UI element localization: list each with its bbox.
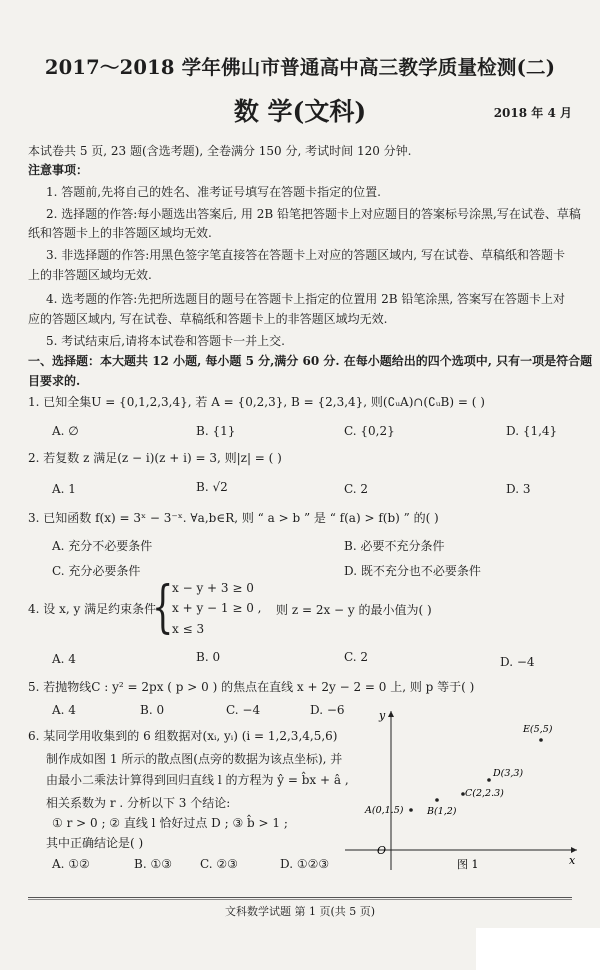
note-2-cont: 纸和答题卡上的非答题区域均无效. xyxy=(28,226,212,240)
exam-title: 2017～2018 学年佛山市普通高中高三教学质量检测(二) xyxy=(44,56,556,79)
q1-stem: 1. 已知全集U = {0,1,2,3,4}, 若 A = {0,2,3}, B = {2,3,4}, 则(∁ᵤA)∩(∁ᵤB) = ( ) xyxy=(28,395,485,409)
q5-option-d: D. −6 xyxy=(310,703,345,717)
q4-constraint-1: x − y + 3 ≥ 0 xyxy=(172,581,254,595)
q2-option-a: A. 1 xyxy=(52,482,76,496)
q4-brace: { xyxy=(152,575,174,640)
exam-date: 2018 年 4 月 xyxy=(493,106,572,120)
q6-option-d: D. ①②③ xyxy=(280,857,330,871)
q6-line-4: 相关系数为 r . 分析以下 3 个结论: xyxy=(46,796,231,810)
figure-caption: 图 1 xyxy=(457,858,479,871)
q4-stem-prefix: 4. 设 x, y 满足约束条件 xyxy=(28,602,157,616)
q1-option-c: C. {0,2} xyxy=(344,424,395,438)
q2-option-d: D. 3 xyxy=(506,482,531,496)
intro-line: 本试卷共 5 页, 23 题(含选考题), 全卷满分 150 分, 考试时间 120 分钟. xyxy=(28,144,412,158)
q6-line-6: 其中正确结论是( ) xyxy=(46,836,144,850)
page-footer: 文科数学试题 第 1 页(共 5 页) xyxy=(224,905,376,918)
q2-stem: 2. 若复数 z 满足(z − i)(z + i) = 3, 则|z| = ( ) xyxy=(28,451,282,465)
corner-patch xyxy=(476,928,600,970)
q6-option-a: A. ①② xyxy=(52,857,90,871)
note-2: 2. 选择题的作答:每小题选出答案后, 用 2B 铅笔把答题卡上对应题目的答案标号涂黑,写在试卷、草稿 xyxy=(46,207,581,221)
y-axis-label: y xyxy=(379,709,386,722)
q3-option-b: B. 必要不充分条件 xyxy=(344,539,445,553)
q5-option-a: A. 4 xyxy=(52,703,76,717)
note-4: 4. 选考题的作答:先把所选题目的题号在答题卡上指定的位置用 2B 铅笔涂黑, 答案写在答题卡上对 xyxy=(46,292,566,306)
q3-option-a: A. 充分不必要条件 xyxy=(52,539,153,553)
x-axis-arrow xyxy=(571,847,577,853)
scatter-point-label: C(2,2.3) xyxy=(465,788,504,799)
q3-option-d: D. 既不充分也不必要条件 xyxy=(344,564,481,578)
q4-option-d: D. −4 xyxy=(500,655,535,669)
q6-line-3: 由最小二乘法计算得到回归直线 l 的方程为 ŷ = b̂x + â , xyxy=(46,773,349,787)
origin-label: O xyxy=(377,844,387,857)
note-3-cont: 上的非答题区域均无效. xyxy=(28,268,152,282)
q3-option-c: C. 充分必要条件 xyxy=(52,564,141,578)
q4-option-b: B. 0 xyxy=(196,650,221,664)
q6-option-c: C. ②③ xyxy=(200,857,238,871)
note-5: 5. 考试结束后,请将本试卷和答题卡一并上交. xyxy=(46,334,285,348)
scatter-plot-figure xyxy=(345,705,585,875)
q6-line-5: ① r > 0 ; ② 直线 l 恰好过点 D ; ③ b̂ > 1 ; xyxy=(52,816,288,830)
section-heading-line1: 本大题共 12 小题, 每小题 5 分,满分 60 分. 在每小题给出的四个选项中, 只有一项是符合题 xyxy=(100,354,593,368)
q6-line-1: 6. 某同学用收集到的 6 组数据对(xᵢ, yᵢ) (i = 1,2,3,4,5,6) xyxy=(28,729,338,743)
q5-option-b: B. 0 xyxy=(140,703,165,717)
q4-stem-suffix: 则 z = 2x − y 的最小值为( ) xyxy=(276,603,432,617)
footer-rule xyxy=(28,897,572,898)
q4-constraint-2: x + y − 1 ≥ 0 , xyxy=(172,601,262,615)
q1-option-a: A. ∅ xyxy=(52,424,79,438)
q5-option-c: C. −4 xyxy=(226,703,261,717)
section-heading-line2: 目要求的. xyxy=(28,374,81,388)
q2-option-c: C. 2 xyxy=(344,482,369,496)
note-1: 1. 答题前,先将自己的姓名、准考证号填写在答题卡指定的位置. xyxy=(46,185,381,199)
q6-option-b: B. ①③ xyxy=(134,857,172,871)
scatter-point-label: A(0,1.5) xyxy=(365,805,404,816)
q4-option-a: A. 4 xyxy=(52,652,76,666)
x-axis-label: x xyxy=(569,854,576,867)
scatter-point xyxy=(435,798,439,802)
scatter-point-label: B(1,2) xyxy=(427,806,457,817)
q4-option-c: C. 2 xyxy=(344,650,369,664)
scatter-point-label: D(3,3) xyxy=(493,768,524,779)
section-heading xyxy=(28,352,592,369)
q1-option-b: B. {1} xyxy=(196,424,236,438)
q4-constraint-3: x ≤ 3 xyxy=(172,622,205,636)
scatter-point xyxy=(539,738,543,742)
scatter-point xyxy=(409,808,413,812)
scatter-point xyxy=(487,778,491,782)
q5-stem: 5. 若抛物线C : y² = 2px ( p > 0 ) 的焦点在直线 x + 2y − 2 = 0 上, 则 p 等于( ) xyxy=(28,680,475,694)
q1-option-d: D. {1,4} xyxy=(506,424,558,438)
footer-rule-secondary xyxy=(28,899,572,900)
scatter-point-label: E(5,5) xyxy=(523,724,553,735)
note-4-cont: 应的答题区域内, 写在试卷、草稿纸和答题卡上的非答题区域均无效. xyxy=(28,312,388,326)
q6-line-2: 制作成如图 1 所示的散点图(点旁的数据为该点坐标), 并 xyxy=(46,752,343,766)
note-3: 3. 非选择题的作答:用黑色签字笔直接答在答题卡上对应的答题区域内, 写在试卷、草稿纸和答题卡 xyxy=(46,248,565,262)
q3-stem: 3. 已知函数 f(x) = 3ˣ − 3⁻ˣ. ∀a,b∈R, 则 “ a > b ” 是 “ f(a) > f(b) ” 的( ) xyxy=(28,511,439,525)
exam-subtitle: 数 学(文科) xyxy=(233,97,367,126)
q2-option-b: B. √2 xyxy=(196,480,228,494)
y-axis-arrow xyxy=(388,711,394,717)
notice-title: 注意事项： xyxy=(28,163,89,177)
section-heading-label: 一、选择题： xyxy=(28,354,101,368)
